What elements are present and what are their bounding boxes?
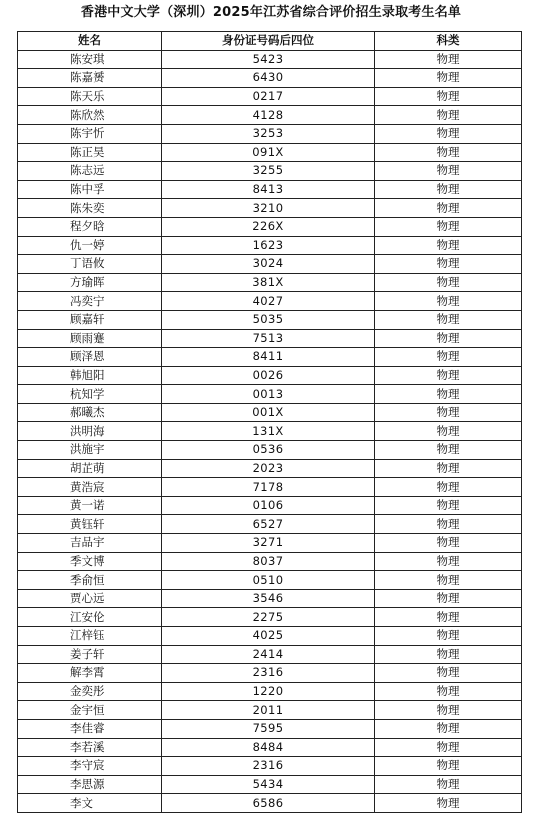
header-subject: 科类 xyxy=(375,32,522,51)
subject-cell: 物理 xyxy=(375,50,522,69)
table-row xyxy=(18,273,522,292)
name-cell: 方瑜晖 xyxy=(18,273,162,292)
id-cell: 4027 xyxy=(162,292,375,311)
table-row xyxy=(18,180,522,199)
table-row xyxy=(18,366,522,385)
table-row xyxy=(18,124,522,143)
name-cell: 冯奕宁 xyxy=(18,292,162,311)
table-row xyxy=(18,608,522,627)
subject-cell: 物理 xyxy=(375,552,522,571)
id-cell: 4128 xyxy=(162,106,375,125)
subject-cell: 物理 xyxy=(375,478,522,497)
name-cell: 洪施宇 xyxy=(18,441,162,460)
table-row xyxy=(18,329,522,348)
name-cell: 韩旭阳 xyxy=(18,366,162,385)
name-cell: 金宇恒 xyxy=(18,701,162,720)
subject-cell: 物理 xyxy=(375,441,522,460)
id-cell: 091X xyxy=(162,143,375,162)
table-row xyxy=(18,701,522,720)
subject-cell: 物理 xyxy=(375,664,522,683)
id-cell: 0510 xyxy=(162,571,375,590)
table-row xyxy=(18,348,522,367)
id-cell: 381X xyxy=(162,273,375,292)
table-row xyxy=(18,236,522,255)
table-row xyxy=(18,552,522,571)
page-title: 香港中文大学（深圳）2025年江苏省综合评价招生录取考生名单 xyxy=(80,5,462,20)
id-cell: 7595 xyxy=(162,719,375,738)
subject-cell: 物理 xyxy=(375,719,522,738)
id-cell: 8484 xyxy=(162,738,375,757)
table-row xyxy=(18,106,522,125)
id-cell: 2275 xyxy=(162,608,375,627)
table-row xyxy=(18,385,522,404)
name-cell: 黄浩宸 xyxy=(18,478,162,497)
name-cell: 陈正昊 xyxy=(18,143,162,162)
table-row xyxy=(18,719,522,738)
id-cell: 0217 xyxy=(162,87,375,106)
name-cell: 陈志远 xyxy=(18,162,162,181)
name-cell: 程夕晗 xyxy=(18,217,162,236)
id-cell: 3255 xyxy=(162,162,375,181)
id-cell: 6586 xyxy=(162,794,375,813)
id-cell: 7178 xyxy=(162,478,375,497)
name-cell: 洪明海 xyxy=(18,422,162,441)
table-row xyxy=(18,143,522,162)
name-cell: 陈欣然 xyxy=(18,106,162,125)
table-row xyxy=(18,664,522,683)
name-cell: 陈嘉赟 xyxy=(18,69,162,88)
table-row xyxy=(18,478,522,497)
id-cell: 3024 xyxy=(162,255,375,274)
id-cell: 3271 xyxy=(162,534,375,553)
table-row xyxy=(18,571,522,590)
table-row xyxy=(18,292,522,311)
subject-cell: 物理 xyxy=(375,534,522,553)
name-cell: 李若溪 xyxy=(18,738,162,757)
table-row xyxy=(18,627,522,646)
id-cell: 001X xyxy=(162,403,375,422)
id-cell: 0536 xyxy=(162,441,375,460)
name-cell: 郝曦杰 xyxy=(18,403,162,422)
name-cell: 陈天乐 xyxy=(18,87,162,106)
table-row xyxy=(18,310,522,329)
subject-cell: 物理 xyxy=(375,329,522,348)
name-cell: 吉品宇 xyxy=(18,534,162,553)
table-row xyxy=(18,459,522,478)
table-row xyxy=(18,50,522,69)
id-cell: 8411 xyxy=(162,348,375,367)
id-cell: 2316 xyxy=(162,664,375,683)
subject-cell: 物理 xyxy=(375,69,522,88)
id-cell: 2414 xyxy=(162,645,375,664)
table-row xyxy=(18,217,522,236)
table-body xyxy=(18,50,522,812)
subject-cell: 物理 xyxy=(375,385,522,404)
name-cell: 解李霄 xyxy=(18,664,162,683)
subject-cell: 物理 xyxy=(375,571,522,590)
table-row xyxy=(18,69,522,88)
name-cell: 李文 xyxy=(18,794,162,813)
table-row xyxy=(18,645,522,664)
table-row xyxy=(18,441,522,460)
name-cell: 季文博 xyxy=(18,552,162,571)
table-row xyxy=(18,534,522,553)
subject-cell: 物理 xyxy=(375,627,522,646)
subject-cell: 物理 xyxy=(375,273,522,292)
name-cell: 杭知学 xyxy=(18,385,162,404)
subject-cell: 物理 xyxy=(375,348,522,367)
subject-cell: 物理 xyxy=(375,87,522,106)
table-row xyxy=(18,403,522,422)
table-row xyxy=(18,794,522,813)
id-cell: 2023 xyxy=(162,459,375,478)
subject-cell: 物理 xyxy=(375,645,522,664)
id-cell: 0013 xyxy=(162,385,375,404)
subject-cell: 物理 xyxy=(375,124,522,143)
name-cell: 李佳睿 xyxy=(18,719,162,738)
name-cell: 陈朱奕 xyxy=(18,199,162,218)
subject-cell: 物理 xyxy=(375,143,522,162)
subject-cell: 物理 xyxy=(375,682,522,701)
subject-cell: 物理 xyxy=(375,589,522,608)
name-cell: 季俞恒 xyxy=(18,571,162,590)
subject-cell: 物理 xyxy=(375,757,522,776)
table-row xyxy=(18,515,522,534)
name-cell: 姜子轩 xyxy=(18,645,162,664)
id-cell: 7513 xyxy=(162,329,375,348)
table-row xyxy=(18,738,522,757)
id-cell: 0106 xyxy=(162,496,375,515)
id-cell: 6527 xyxy=(162,515,375,534)
id-cell: 0026 xyxy=(162,366,375,385)
subject-cell: 物理 xyxy=(375,217,522,236)
name-cell: 顾泽恩 xyxy=(18,348,162,367)
name-cell: 贾心远 xyxy=(18,589,162,608)
table-row xyxy=(18,87,522,106)
id-cell: 5434 xyxy=(162,775,375,794)
subject-cell: 物理 xyxy=(375,236,522,255)
id-cell: 2316 xyxy=(162,757,375,776)
id-cell: 1623 xyxy=(162,236,375,255)
id-cell: 5035 xyxy=(162,310,375,329)
header-id-last-four: 身份证号码后四位 xyxy=(162,32,375,51)
subject-cell: 物理 xyxy=(375,366,522,385)
id-cell: 3210 xyxy=(162,199,375,218)
subject-cell: 物理 xyxy=(375,255,522,274)
id-cell: 8413 xyxy=(162,180,375,199)
table-row xyxy=(18,589,522,608)
id-cell: 8037 xyxy=(162,552,375,571)
name-cell: 陈中孚 xyxy=(18,180,162,199)
name-cell: 李守宸 xyxy=(18,757,162,776)
subject-cell: 物理 xyxy=(375,292,522,311)
id-cell: 3253 xyxy=(162,124,375,143)
subject-cell: 物理 xyxy=(375,422,522,441)
name-cell: 江梓钰 xyxy=(18,627,162,646)
table-row xyxy=(18,199,522,218)
name-cell: 陈宇忻 xyxy=(18,124,162,143)
subject-cell: 物理 xyxy=(375,608,522,627)
subject-cell: 物理 xyxy=(375,496,522,515)
id-cell: 6430 xyxy=(162,69,375,88)
id-cell: 226X xyxy=(162,217,375,236)
subject-cell: 物理 xyxy=(375,162,522,181)
id-cell: 5423 xyxy=(162,50,375,69)
name-cell: 金奕彤 xyxy=(18,682,162,701)
subject-cell: 物理 xyxy=(375,738,522,757)
header-name: 姓名 xyxy=(18,32,162,51)
name-cell: 陈安琪 xyxy=(18,50,162,69)
table-row xyxy=(18,682,522,701)
id-cell: 1220 xyxy=(162,682,375,701)
table-row xyxy=(18,162,522,181)
subject-cell: 物理 xyxy=(375,701,522,720)
table-row xyxy=(18,422,522,441)
subject-cell: 物理 xyxy=(375,515,522,534)
subject-cell: 物理 xyxy=(375,199,522,218)
subject-cell: 物理 xyxy=(375,180,522,199)
name-cell: 顾雨蹇 xyxy=(18,329,162,348)
subject-cell: 物理 xyxy=(375,459,522,478)
table-row xyxy=(18,255,522,274)
id-cell: 2011 xyxy=(162,701,375,720)
name-cell: 丁语攸 xyxy=(18,255,162,274)
table-row xyxy=(18,496,522,515)
table-row xyxy=(18,757,522,776)
subject-cell: 物理 xyxy=(375,794,522,813)
name-cell: 黄钰轩 xyxy=(18,515,162,534)
name-cell: 胡芷萌 xyxy=(18,459,162,478)
id-cell: 4025 xyxy=(162,627,375,646)
subject-cell: 物理 xyxy=(375,310,522,329)
subject-cell: 物理 xyxy=(375,106,522,125)
table-row xyxy=(18,775,522,794)
name-cell: 顾嘉轩 xyxy=(18,310,162,329)
subject-cell: 物理 xyxy=(375,775,522,794)
name-cell: 李思源 xyxy=(18,775,162,794)
id-cell: 3546 xyxy=(162,589,375,608)
name-cell: 江安伦 xyxy=(18,608,162,627)
name-cell: 黄一诺 xyxy=(18,496,162,515)
admission-table xyxy=(17,31,522,813)
subject-cell: 物理 xyxy=(375,403,522,422)
name-cell: 仇一婷 xyxy=(18,236,162,255)
table-header-row xyxy=(18,32,522,51)
id-cell: 131X xyxy=(162,422,375,441)
